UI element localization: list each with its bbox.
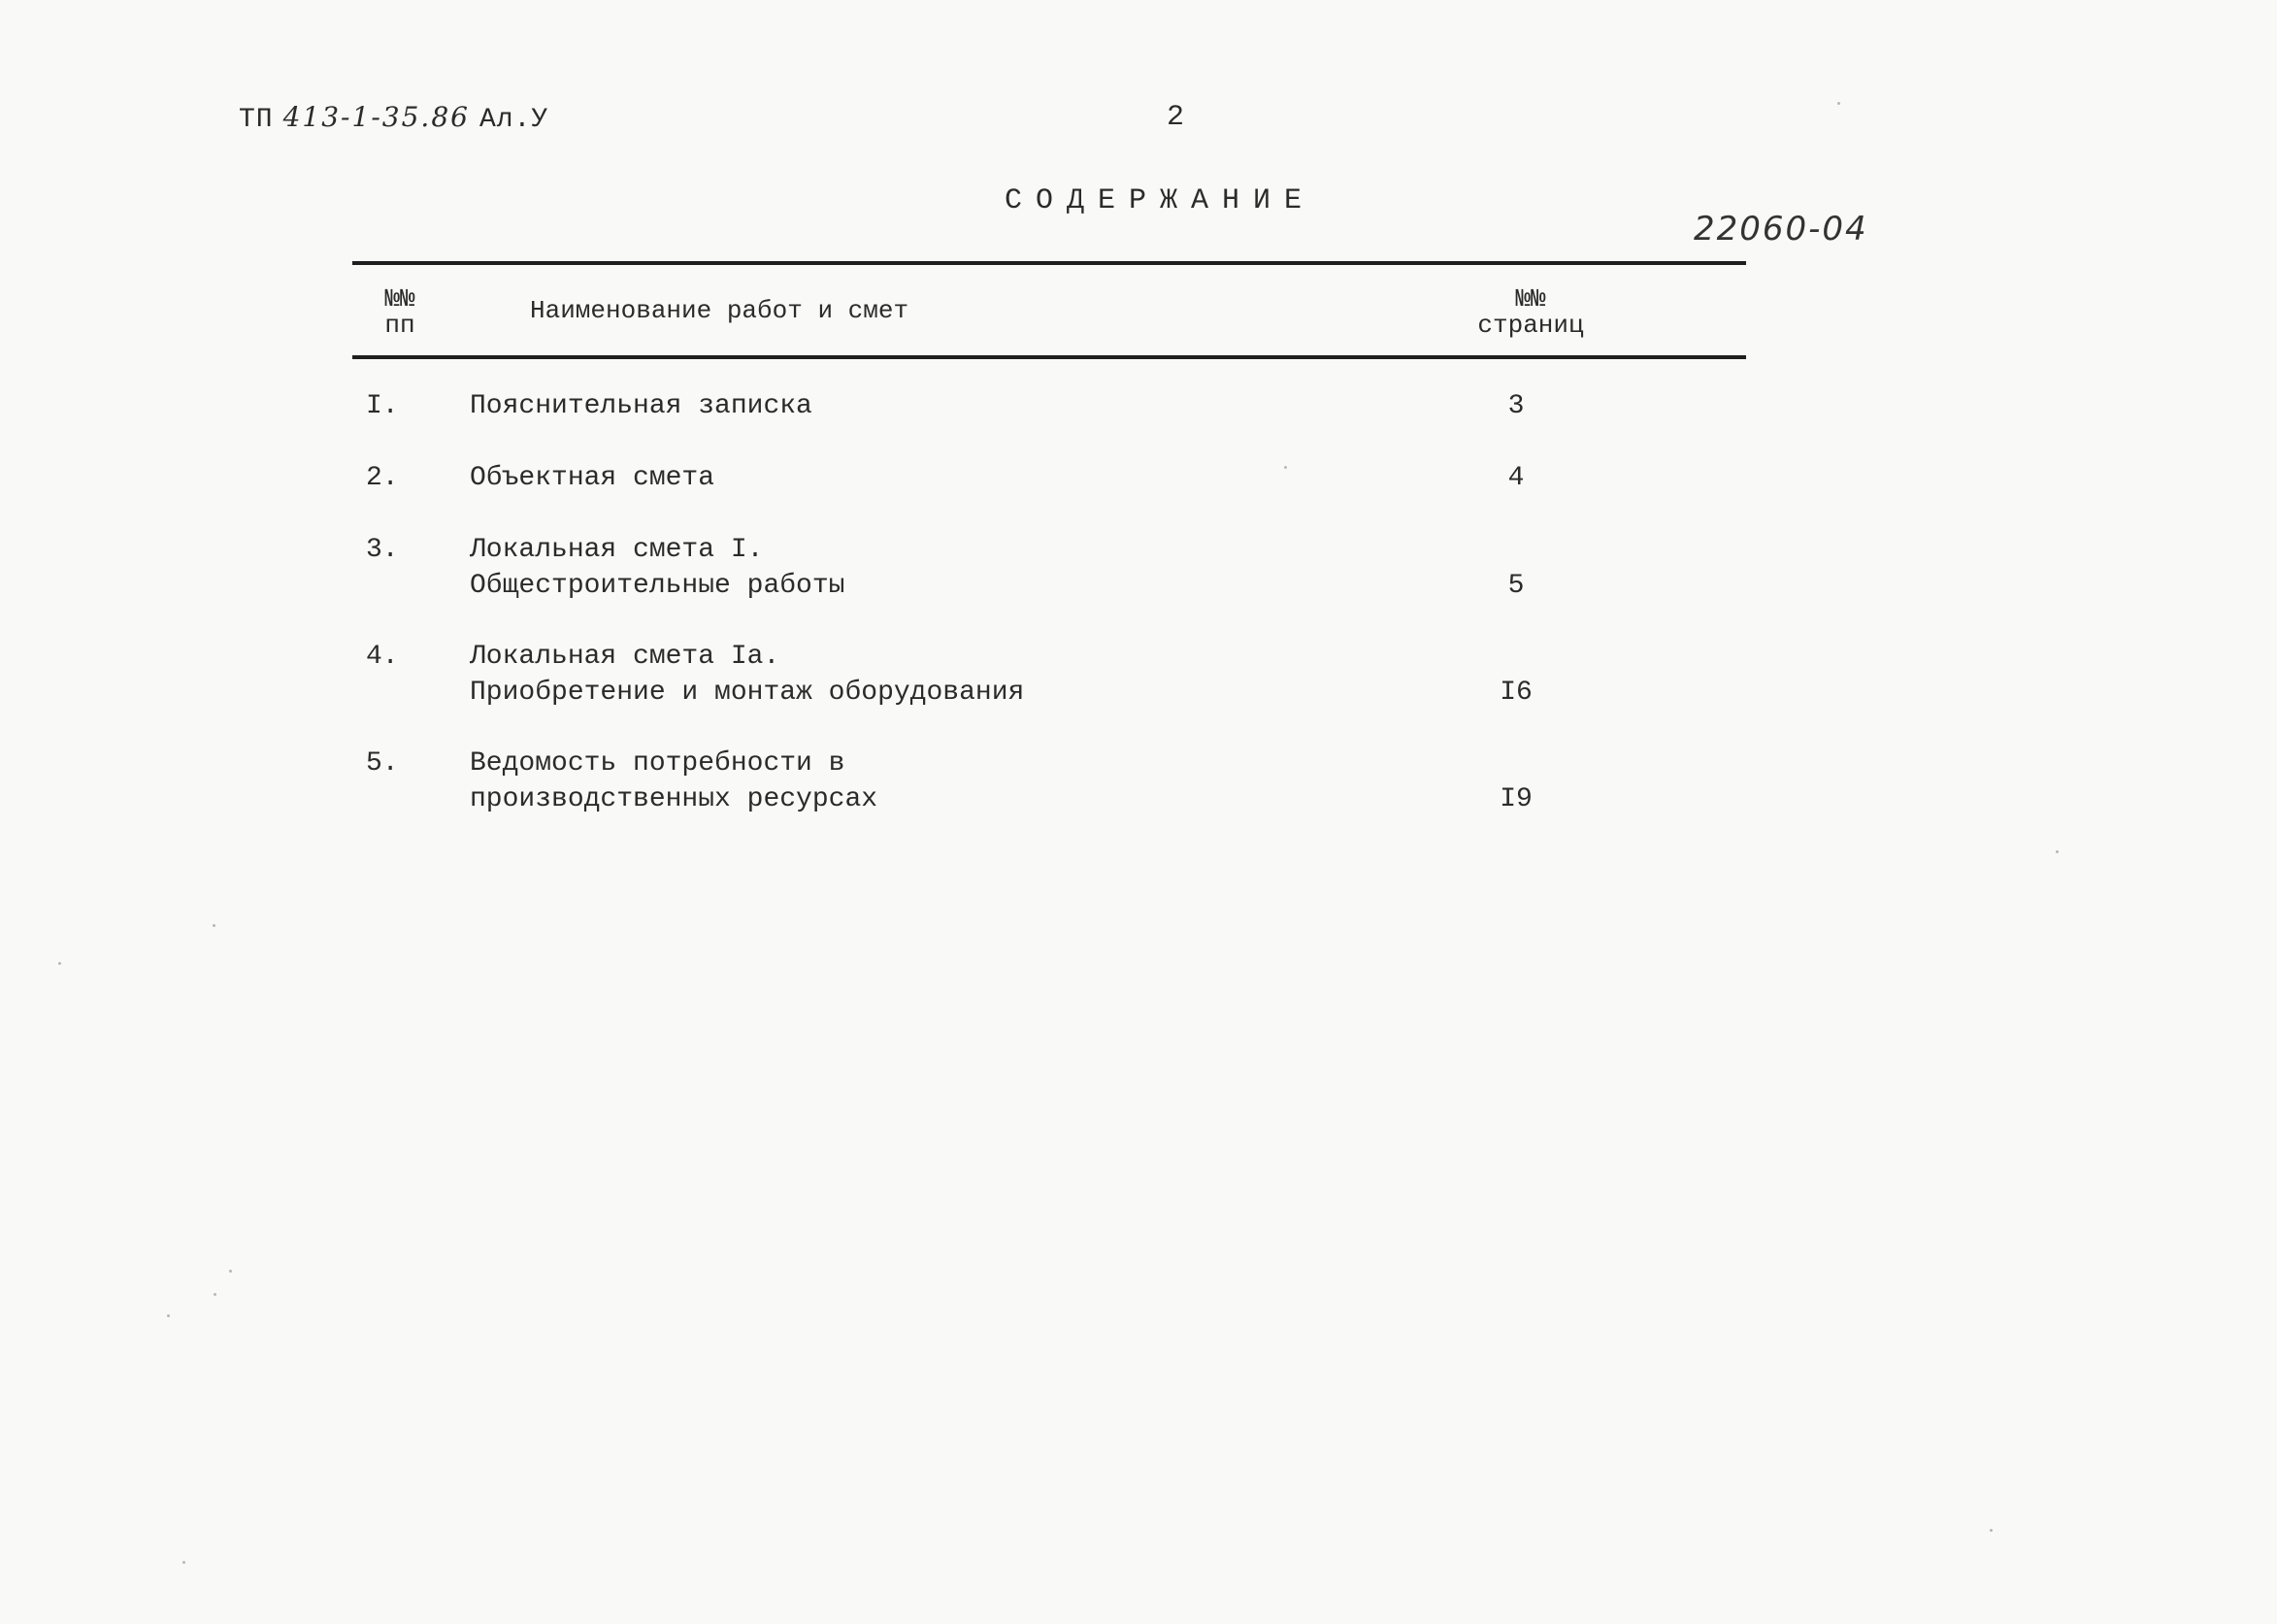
- row-page: I9: [1500, 784, 1533, 814]
- row-title: Ведомость потребности в: [470, 748, 845, 779]
- scan-speck: [182, 1561, 185, 1564]
- scan-speck: [167, 1314, 170, 1317]
- row-title: Локальная смета I.: [470, 535, 764, 565]
- archive-number: 22060-04: [1694, 210, 1868, 249]
- header-page-line-1: №№: [1515, 284, 1546, 314]
- table-header-rule: [352, 355, 1746, 359]
- header-number-line-1: №№: [384, 284, 415, 314]
- scan-speck: [213, 924, 215, 927]
- row-number: 2.: [366, 463, 399, 493]
- row-number: 4.: [366, 642, 399, 672]
- row-title: Объектная смета: [470, 463, 715, 493]
- header-page-line-2: страниц: [1477, 311, 1584, 340]
- row-page: 5: [1507, 571, 1525, 601]
- header-number-column: [383, 286, 416, 339]
- row-page: I6: [1500, 678, 1533, 708]
- row-title-line-2: производственных ресурсах: [470, 784, 878, 814]
- row-title: Локальная смета Iа.: [470, 642, 780, 672]
- header-name-column: Наименование работ и смет: [530, 296, 909, 325]
- row-title: Пояснительная записка: [470, 391, 812, 421]
- scan-speck: [229, 1270, 232, 1273]
- row-number: 3.: [366, 535, 399, 565]
- scan-speck: [214, 1293, 216, 1296]
- series-prefix: ТП: [239, 105, 274, 135]
- scan-speck: [2056, 850, 2059, 853]
- series-code: 413-1-35.86: [282, 101, 470, 133]
- scan-speck: [58, 962, 61, 965]
- album-label: Ал.У: [478, 105, 549, 135]
- row-number: I.: [366, 391, 399, 421]
- header-page-column: [1477, 286, 1584, 339]
- scan-speck: [1284, 466, 1287, 469]
- row-page: 3: [1507, 391, 1525, 421]
- page-title: СОДЕРЖАНИЕ: [1005, 184, 1316, 217]
- row-page: 4: [1507, 463, 1525, 493]
- row-title-line-2: Общестроительные работы: [470, 571, 845, 601]
- table-top-rule: [352, 261, 1746, 265]
- row-title-line-2: Приобретение и монтаж оборудования: [470, 678, 1025, 708]
- scan-speck: [1990, 1529, 1993, 1532]
- page-number: 2: [1167, 101, 1185, 134]
- row-number: 5.: [366, 748, 399, 779]
- document-code: [239, 101, 548, 135]
- scan-speck: [1837, 102, 1840, 105]
- header-number-line-2: пп: [384, 311, 415, 340]
